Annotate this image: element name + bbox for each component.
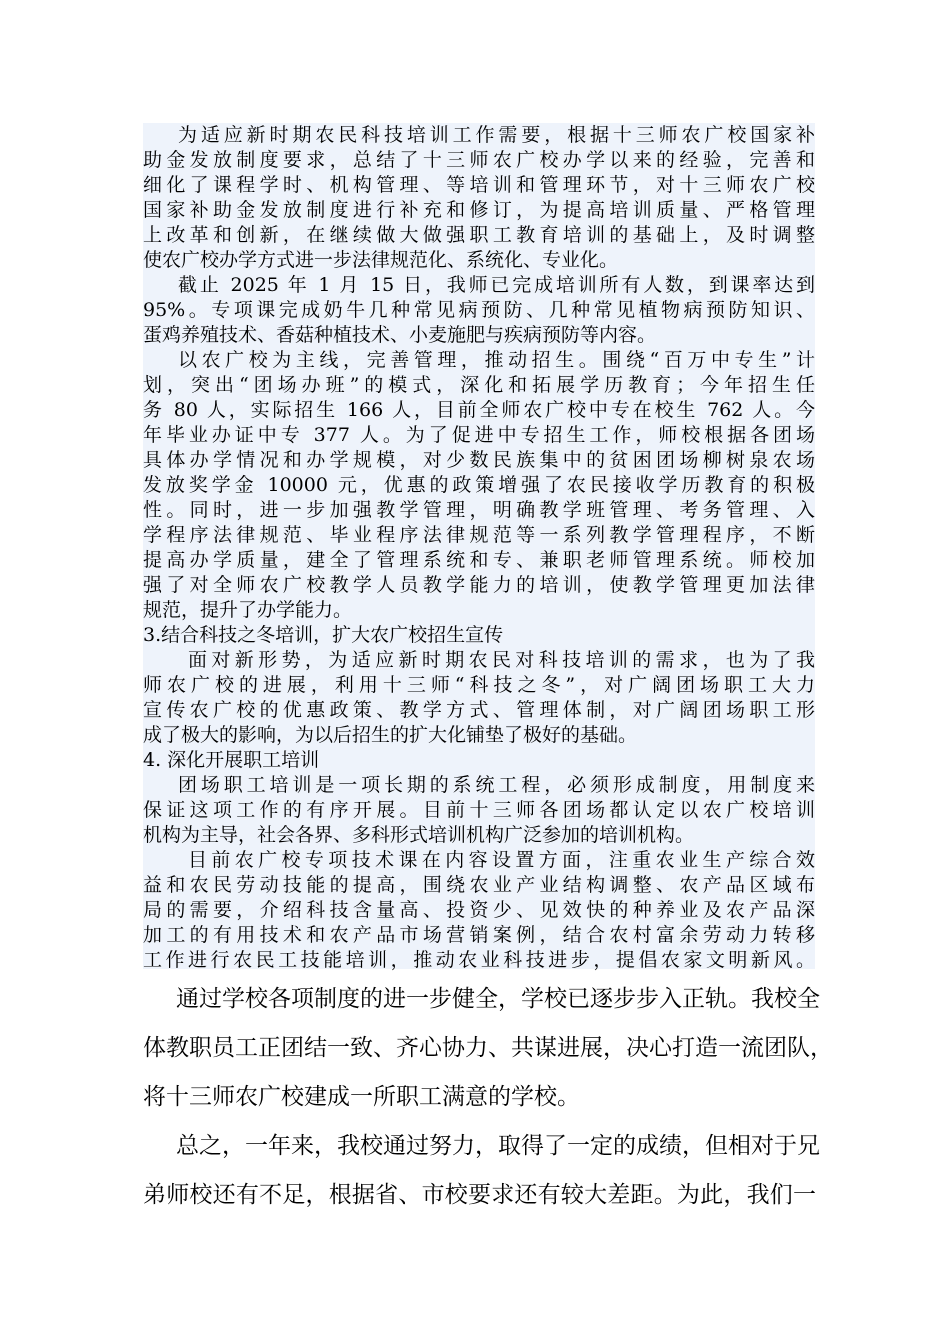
- text-line: 为适应新时期农民科技培训工作需要，根据十三师农广校国家补: [178, 124, 815, 146]
- text-line: 保证这项工作的有序开展。目前十三师各团场都认定以农广校培训: [143, 799, 815, 821]
- text-line: 使农广校办学方式进一步法律规范化、系统化、专业化。: [143, 249, 619, 271]
- body-text-line: 将十三师农广校建成一所职工满意的学校。: [143, 1084, 580, 1110]
- text-line: 强了对全师农广校教学人员教学能力的培训，使教学管理更加法律: [143, 574, 815, 596]
- body-text-line: 总之，一年来，我校通过努力，取得了一定的成绩，但相对于兄: [176, 1133, 820, 1159]
- text-line: 局的需要，介绍科技含量高、投资少、见效快的种养业及农产品深: [143, 899, 815, 921]
- text-line: 规范，提升了办学能力。: [143, 599, 353, 621]
- text-line: 师农广校的进展，利用十三师“科技之冬”，对广阔团场职工大力: [143, 674, 815, 696]
- text-line: 成了极大的影响，为以后招生的扩大化铺垫了极好的基础。: [143, 724, 638, 746]
- text-line: 益和农民劳动技能的提高，围绕农业产业结构调整、农产品区域布: [143, 874, 815, 896]
- text-line: 学程序法律规范、毕业程序法律规范等一系列教学管理程序，不断: [143, 524, 815, 546]
- text-line: 机构为主导，社会各界、多科形式培训机构广泛参加的培训机构。: [143, 824, 695, 846]
- text-line: 年毕业办证中专 377 人。为了促进中专招生工作，师校根据各团场: [143, 424, 815, 446]
- text-line: 上改革和创新，在继续做大做强职工教育培训的基础上，及时调整: [143, 224, 815, 246]
- body-text-line: 通过学校各项制度的进一步健全，学校已逐步步入正轨。我校全: [176, 986, 820, 1012]
- text-line: 提高办学质量，建全了管理系统和专、兼职老师管理系统。师校加: [143, 549, 815, 571]
- body-text-line: 弟师校还有不足，根据省、市校要求还有较大差距。为此，我们一: [143, 1182, 816, 1208]
- text-line: 发放奖学金 10000 元，优惠的政策增强了农民接收学历教育的积极: [143, 474, 815, 496]
- text-line: 具体办学情况和办学规模，对少数民族集中的贫困团场柳树泉农场: [143, 449, 815, 471]
- text-line: 加工的有用技术和农产品市场营销案例，结合农村富余劳动力转移: [143, 924, 815, 946]
- text-line: 划，突出“团场办班”的模式，深化和拓展学历教育；今年招生任: [143, 374, 815, 396]
- text-line: 宣传农广校的优惠政策、教学方式、管理体制，对广阔团场职工形: [143, 699, 815, 721]
- section-heading: 4. 深化开展职工培训: [143, 749, 320, 771]
- text-line: 以农广校为主线，完善管理，推动招生。围绕“百万中专生”计: [178, 349, 815, 371]
- text-line: 95%。专项课完成奶牛几种常见病预防、几种常见植物病预防知识、: [143, 299, 815, 321]
- text-line: 团场职工培训是一项长期的系统工程，必须形成制度，用制度来: [178, 774, 815, 796]
- text-line: 国家补助金发放制度进行补充和修订，为提高培训质量、严格管理: [143, 199, 815, 221]
- text-line: 面对新形势，为适应新时期农民对科技培训的需求，也为了我: [188, 649, 815, 671]
- text-line: 务 80 人，实际招生 166 人，目前全师农广校中专在校生 762 人。今: [143, 399, 815, 421]
- shaded-report-section: [143, 123, 815, 969]
- text-line: 工作进行农民工技能培训，推动农业科技进步，提倡农家文明新风。: [143, 949, 815, 971]
- body-text-line: 体教职员工正团结一致、齐心协力、共谋进展，决心打造一流团队，: [143, 1035, 833, 1061]
- section-heading: 3.结合科技之冬培训，扩大农广校招生宣传: [143, 624, 504, 646]
- text-line: 性。同时，进一步加强教学管理，明确教学班管理、考务管理、入: [143, 499, 815, 521]
- text-line: 细化了课程学时、机构管理、等培训和管理环节，对十三师农广校: [143, 174, 815, 196]
- text-line: 助金发放制度要求，总结了十三师农广校办学以来的经验，完善和: [143, 149, 815, 171]
- text-line: 蛋鸡养殖技术、香菇种植技术、小麦施肥与疾病预防等内容。: [143, 324, 657, 346]
- text-line: 目前农广校专项技术课在内容设置方面，注重农业生产综合效: [188, 849, 815, 871]
- text-line: 截止 2025 年 1 月 15 日，我师已完成培训所有人数，到课率达到: [178, 274, 815, 296]
